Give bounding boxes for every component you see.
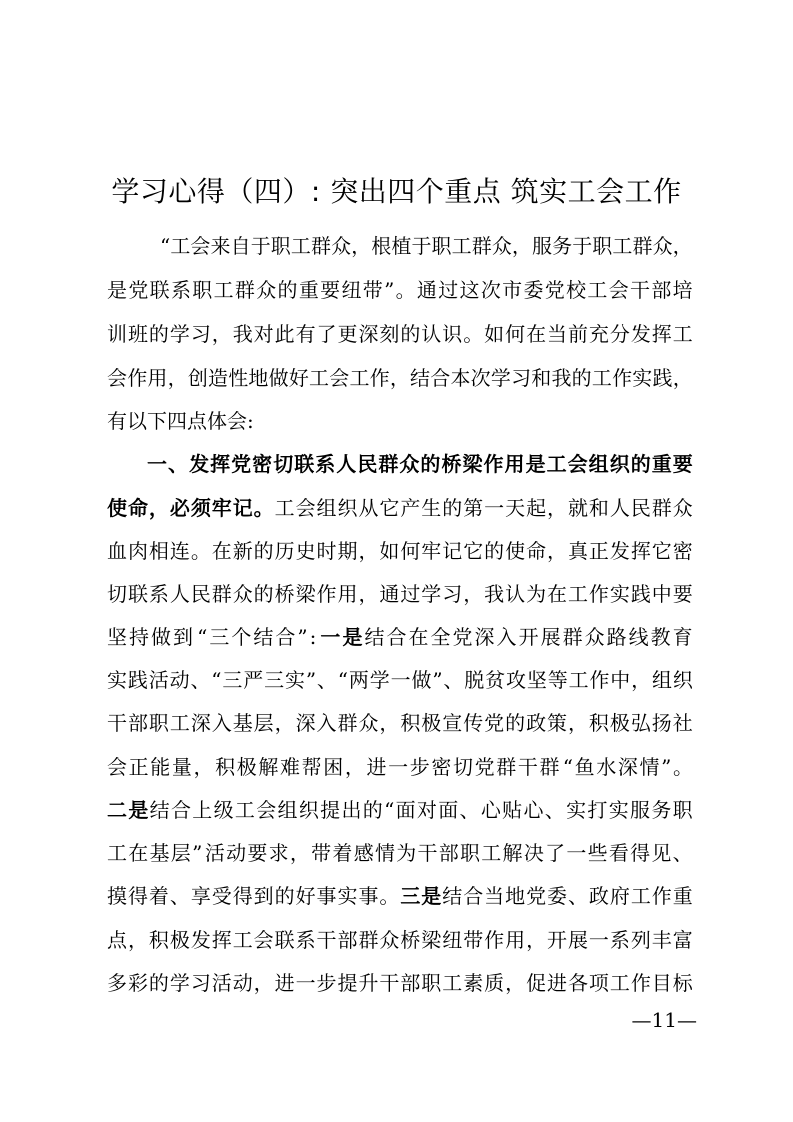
paragraph-2-line-13: 多 彩 的 学 习 活 动 ， 进 一 步 提 升 干 部 职 工 素 质 ， 促 进 各 项 工 作 目 标 [107,971,693,995]
paragraph-1-line-2: 是 党 联 系 职 工 群 众 的 重 要 纽 带 ” 。 通 过 这 次 市 委 党 校 工 会 干 部 培 [107,278,693,302]
paragraph-2-line-4: 切 联 系 人 民 群 众 的 桥 梁 作 用 ， 通 过 学 习 ， 我 认 为 在 工 作 实 践 中 要 [107,582,693,606]
paragraph-1-line-1: “ 工 会 来 自 于 职 工 群 众 ， 根 植 于 职 工 群 众 ， 服 务 于 职 工 群 众 ， [160,234,693,258]
paragraph-2-line-1: 一 、 发 挥 党 密 切 联 系 人 民 群 众 的 桥 梁 作 用 是 工 会 组 织 的 重 要 [147,452,693,476]
paragraph-2-line-10: 工 在 基 层 ” 活 动 要 求 ， 带 着 感 情 为 干 部 职 工 解 决 了 一 些 看 得 见 、 [107,841,693,865]
paragraph-2-line-8: 会 正 能 量 ， 积 极 解 难 帮 困 ， 进 一 步 密 切 党 群 干 群 “ 鱼 水 深 情 ” 。 [107,755,693,779]
paragraph-2-line-12: 点 ， 积 极 发 挥 工 会 联 系 干 部 群 众 桥 梁 纽 带 作 用 ， 开 展 一 系 列 丰 富 [107,928,693,952]
page-number: —11— [631,1008,697,1032]
paragraph-2-line-9: 二 是 结 合 上 级 工 会 组 织 提 出 的 “ 面 对 面 、 心 贴 心 、 实 打 实 服 务 职 [107,798,693,822]
paragraph-2-line-6: 实 践 活 动 、 “ 三 严 三 实 ” 、 “ 两 学 一 做 ” 、 脱 贫 攻 坚 等 工 作 中 ， 组 织 [107,668,693,692]
paragraph-2-line-2: 使 命 ， 必 须 牢 记 。 工 会 组 织 从 它 产 生 的 第 一 天 起 ， 就 和 人 民 群 众 [107,496,693,520]
paragraph-2-line-11: 摸 得 着 、 享 受 得 到 的 好 事 实 事 。 三 是 结 合 当 地 党 委 、 政 府 工 作 重 [107,884,693,908]
paragraph-1-line-5: 有 以 下 四 点 体 会 : [107,409,254,433]
paragraph-1-line-4: 会 作 用 ， 创 造 性 地 做 好 工 会 工 作 ， 结 合 本 次 学 习 和 我 的 工 作 实 践 ， [107,366,693,390]
page-title: 学习心得（四）: 突出四个重点 筑实工会工作 [111,175,682,208]
paragraph-2-line-5: 坚 持 做 到 “ 三 个 结 合 ” : 一 是 结 合 在 全 党 深 入 开 展 群 众 路 线 教 育 [107,625,693,649]
paragraph-2-line-3: 血 肉 相 连 。 在 新 的 历 史 时 期 ， 如 何 牢 记 它 的 使 命 ， 真 正 发 挥 它 密 [107,539,693,563]
paragraph-1-line-3: 训 班 的 学 习 ， 我 对 此 有 了 更 深 刻 的 认 识 。 如 何 在 当 前 充 分 发 挥 工 [107,322,693,346]
paragraph-2-line-7: 干 部 职 工 深 入 基 层 ， 深 入 群 众 ， 积 极 宣 传 党 的 政 策 ， 积 极 弘 扬 社 [107,711,693,735]
